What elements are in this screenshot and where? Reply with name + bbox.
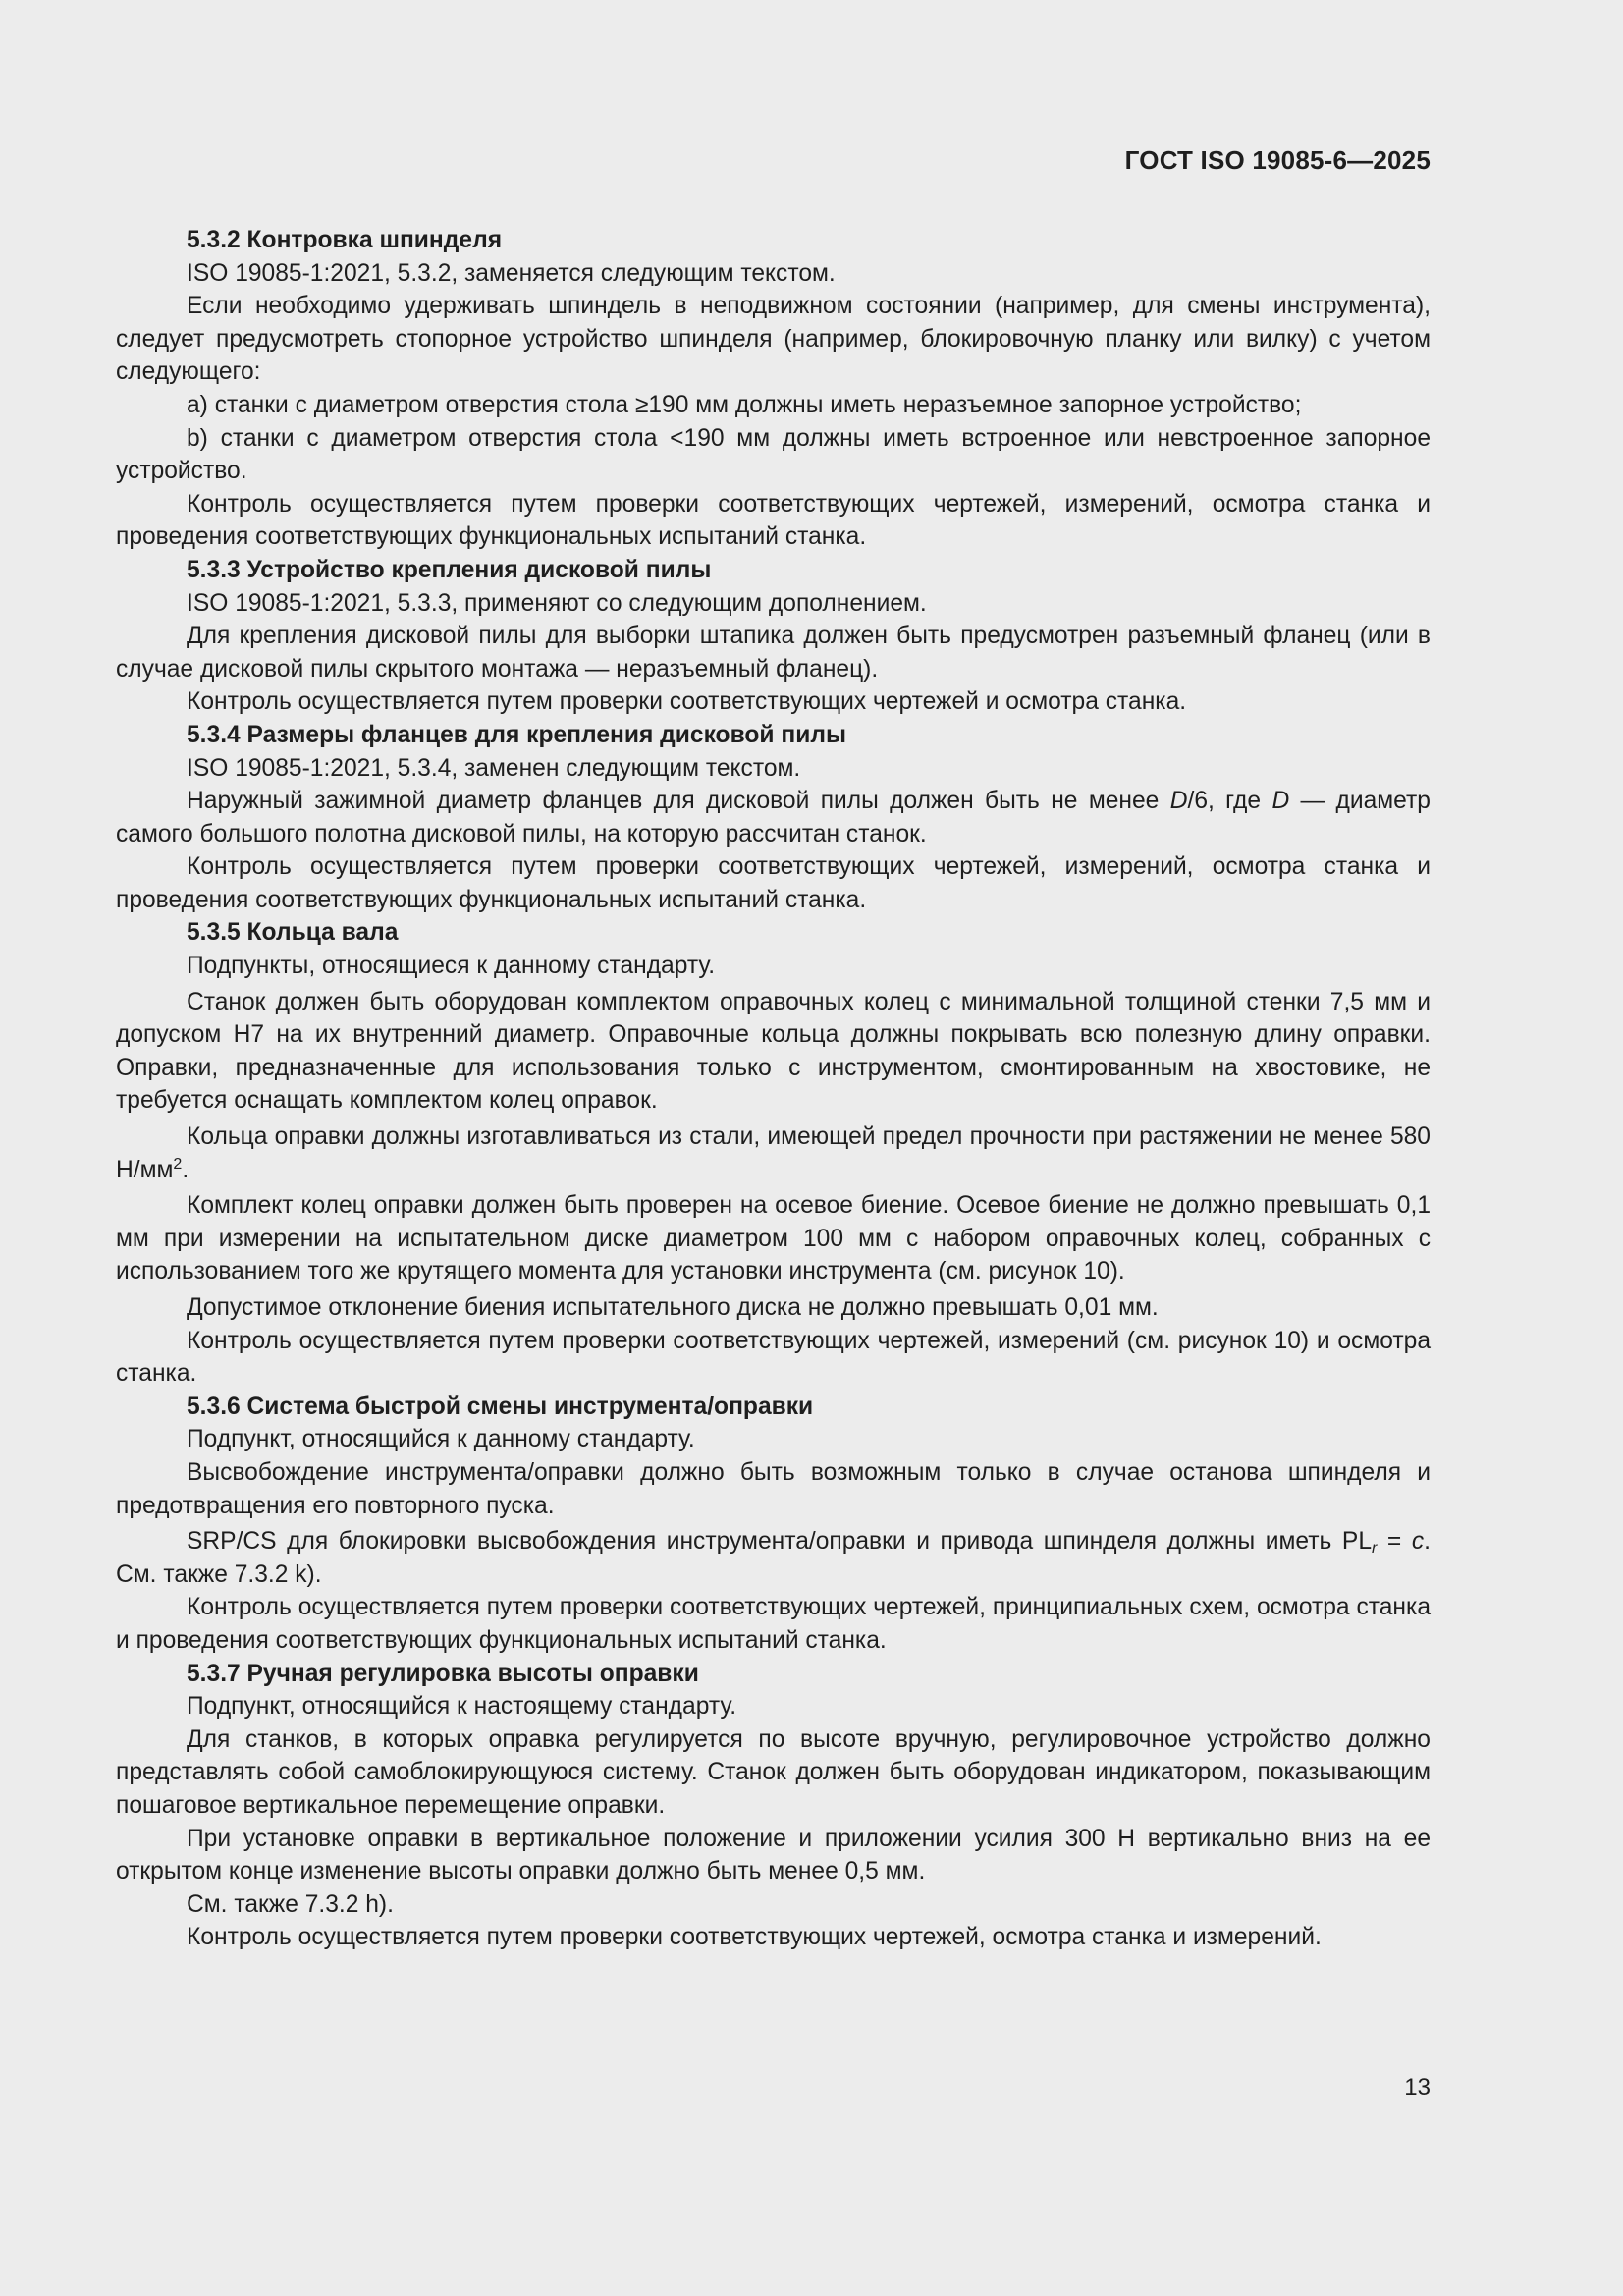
- text-run: .: [182, 1156, 189, 1183]
- section-heading-5-3-5: 5.3.5 Кольца вала: [187, 919, 399, 947]
- variable-c: c: [1411, 1528, 1425, 1556]
- section-heading-5-3-6: 5.3.6 Система быстрой смены инструмента/оправки: [187, 1393, 814, 1420]
- paragraph: Станок должен быть оборудован комплектом оправочных колец с минимальной толщиной стенки 7,5 мм и допуском H7 на их внутренний диаметр. Оправочные кольца должны покрывать всю полезную длину оправки. Оправки, предназначенные для использования только с инструментом, смонтированным на хвостовике, не требуется оснащать комплектом колец оправок.: [116, 988, 1431, 1115]
- section-heading-5-3-3: 5.3.3 Устройство крепления дисковой пилы: [187, 556, 712, 583]
- section-heading-5-3-2: 5.3.2 Контровка шпинделя: [187, 227, 503, 253]
- list-item-a: а) станки с диаметром отверстия стола ≥190 мм должны иметь неразъемное запорное устройство;: [187, 391, 1302, 418]
- paragraph: Подпункт, относящийся к данному стандарту.: [187, 1426, 695, 1453]
- superscript: 2: [173, 1155, 183, 1173]
- text-run: /6, где: [1187, 788, 1272, 815]
- subscript: r: [1372, 1540, 1378, 1558]
- paragraph: Высвобождение инструмента/оправки должно быть возможным только в случае останова шпинделя и предотвращения его повторного пуска.: [116, 1458, 1431, 1519]
- paragraph: ISO 19085-1:2021, 5.3.3, применяют со следующим дополнением.: [187, 589, 927, 617]
- text-run: =: [1377, 1528, 1412, 1556]
- paragraph: Для станков, в которых оправка регулируется по высоте вручную, регулировочное устройство должно представлять собой самоблокирующуюся систему. Станок должен быть оборудован индикатором, показывающим пошаговое вертикальное перемещение оправки.: [116, 1725, 1431, 1819]
- paragraph: ISO 19085-1:2021, 5.3.4, заменен следующим текстом.: [187, 754, 801, 782]
- paragraph: При установке оправки в вертикальное положение и приложении усилия 300 Н вертикально вниз на ее открытом конце изменение высоты оправки должно быть менее 0,5 мм.: [116, 1825, 1431, 1886]
- paragraph: Если необходимо удерживать шпиндель в неподвижном состоянии (например, для смены инструмента), следует предусмотреть стопорное устройство шпинделя (например, блокировочную планку или вилку) с учетом следующего:: [116, 293, 1431, 386]
- paragraph: ISO 19085-1:2021, 5.3.2, заменяется следующим текстом.: [187, 259, 836, 287]
- document-header-id: ГОСТ ISO 19085-6—2025: [1124, 145, 1431, 175]
- text-run: SRP/CS для блокировки высвобождения инструмента/оправки и привода шпинделя должны иметь PL: [187, 1528, 1372, 1556]
- paragraph: [116, 1121, 1431, 1186]
- text-run: Кольца оправки должны изготавливаться из стали, имеющей предел прочности при растяжении не менее 580 Н/мм: [116, 1123, 1431, 1183]
- paragraph: [116, 785, 1431, 850]
- paragraph: См. также 7.3.2 h).: [187, 1890, 394, 1918]
- paragraph: Комплект колец оправки должен быть проверен на осевое биение. Осевое биение не должно превышать 0,1 мм при измерении на испытательном диске диаметром 100 мм с набором оправочных колец, собранных с использованием того же крутящего момента для установки инструмента (см. рисунок 10).: [116, 1192, 1431, 1285]
- paragraph: Контроль осуществляется путем проверки соответствующих чертежей, измерений, осмотра станка и проведения соответствующих функциональных испытаний станка.: [116, 853, 1431, 913]
- text-run: . См. также 7.3.2 k).: [116, 1528, 1431, 1588]
- text-run: — диаметр самого большого полотна дисковой пилы, на которую рассчитан станок.: [116, 788, 1431, 847]
- paragraph: Для крепления дисковой пилы для выборки штапика должен быть предусмотрен разъемный фланец (или в случае дисковой пилы скрытого монтажа — неразъемный фланец).: [116, 623, 1431, 683]
- page-number: 13: [1404, 2074, 1431, 2101]
- list-item-b: b) станки с диаметром отверстия стола <190 мм должны иметь встроенное или невстроенное запорное устройство.: [116, 424, 1431, 485]
- paragraph: Контроль осуществляется путем проверки соответствующих чертежей, измерений, осмотра станка и проведения соответствующих функциональных испытаний станка.: [116, 490, 1431, 551]
- variable-d: D: [1271, 788, 1290, 815]
- text-run: Наружный зажимной диаметр фланцев для дисковой пилы должен быть не менее: [187, 788, 1170, 815]
- variable-d: D: [1169, 788, 1188, 815]
- paragraph: Контроль осуществляется путем проверки соответствующих чертежей, принципиальных схем, осмотра станка и проведения соответствующих функциональных испытаний станка.: [116, 1594, 1431, 1654]
- section-heading-5-3-4: 5.3.4 Размеры фланцев для крепления дисковой пилы: [187, 721, 846, 748]
- paragraph: Допустимое отклонение биения испытательного диска не должно превышать 0,01 мм.: [187, 1294, 1159, 1321]
- paragraph: Контроль осуществляется путем проверки соответствующих чертежей, осмотра станка и измерений.: [187, 1924, 1322, 1951]
- paragraph: Контроль осуществляется путем проверки соответствующих чертежей, измерений (см. рисунок 10) и осмотра станка.: [116, 1327, 1431, 1388]
- paragraph: Подпункт, относящийся к настоящему стандарту.: [187, 1693, 737, 1721]
- paragraph: Контроль осуществляется путем проверки соответствующих чертежей и осмотра станка.: [187, 688, 1187, 716]
- paragraph: Подпункты, относящиеся к данному стандарту.: [187, 953, 716, 980]
- paragraph: [116, 1525, 1431, 1591]
- section-heading-5-3-7: 5.3.7 Ручная регулировка высоты оправки: [187, 1660, 699, 1687]
- document-body: [116, 224, 1431, 1954]
